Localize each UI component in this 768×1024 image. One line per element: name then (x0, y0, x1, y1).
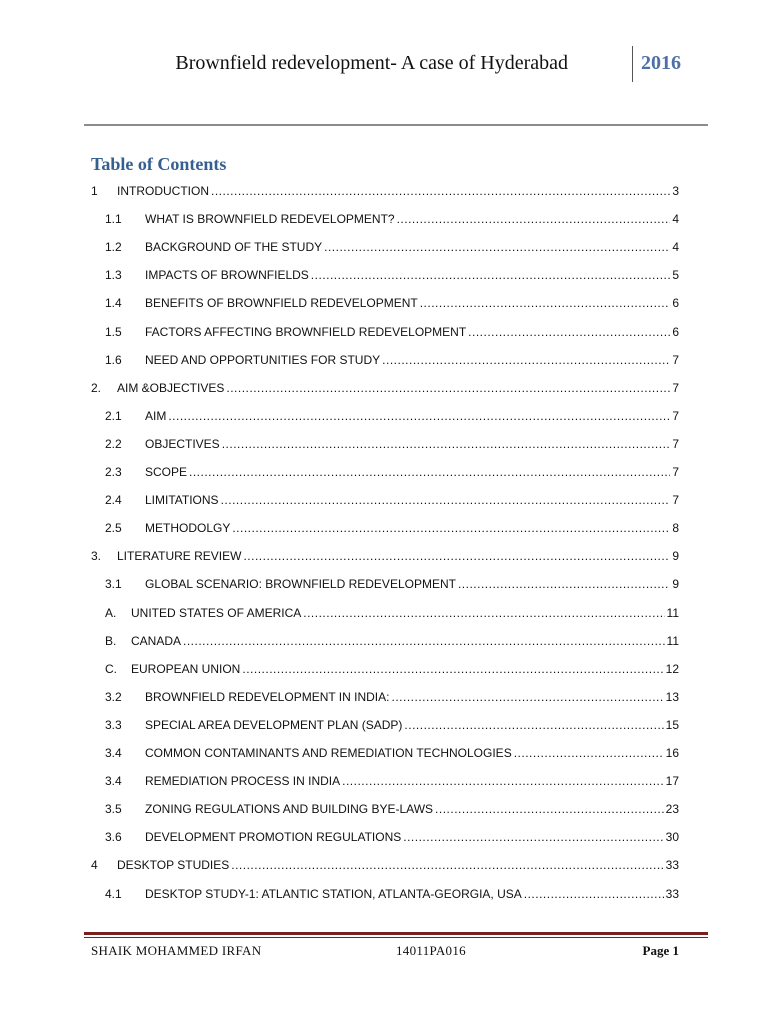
toc-leader-dots (303, 606, 664, 620)
toc-entry[interactable] (91, 431, 679, 451)
toc-entry-number: 3.4 (105, 774, 122, 789)
toc-entry-page: 11 (666, 633, 679, 648)
toc-entry-title: BENEFITS OF BROWNFIELD REDEVELOPMENT (145, 296, 418, 311)
toc-entry[interactable] (91, 319, 679, 339)
toc-entry-page: 33 (665, 858, 679, 873)
toc-leader-dots (211, 184, 670, 198)
toc-leader-dots (397, 212, 671, 226)
page-footer (91, 943, 679, 961)
toc-entry-page: 5 (672, 268, 679, 283)
toc-entry-page: 15 (665, 717, 679, 732)
toc-leader-dots (435, 802, 664, 816)
toc-entry-number: 2.2 (105, 436, 122, 451)
toc-entry[interactable] (91, 543, 679, 563)
toc-entry[interactable] (91, 768, 679, 788)
toc-entry-page: 7 (672, 352, 679, 367)
toc-entry-title: UNITED STATES OF AMERICA (131, 605, 302, 620)
page-header (0, 44, 708, 82)
toc-entry[interactable] (91, 600, 679, 620)
toc-entry-title: DESKTOP STUDIES (117, 858, 230, 873)
toc-leader-dots (514, 746, 664, 760)
toc-leader-dots (468, 325, 670, 339)
toc-entry[interactable] (91, 206, 679, 226)
toc-entry[interactable] (91, 459, 679, 479)
toc-entry-page: 3 (672, 184, 679, 198)
toc-leader-dots (189, 465, 670, 479)
toc-entry-page: 33 (665, 886, 679, 901)
toc-entry-number: C. (105, 661, 117, 676)
toc-entry-title: INTRODUCTION (117, 184, 209, 198)
toc-leader-dots (231, 858, 663, 872)
toc-entry[interactable] (91, 628, 679, 648)
toc-entry-title: COMMON CONTAMINANTS AND REMEDIATION TECHNOLOGIES (145, 746, 512, 760)
toc-entry[interactable] (91, 262, 679, 282)
toc-entry-number: 1.2 (105, 240, 122, 255)
toc-entry[interactable] (91, 347, 679, 367)
toc-entry-title: BROWNFIELD REDEVELOPMENT IN INDIA: (145, 689, 390, 704)
toc-entry-page: 4 (672, 240, 679, 255)
toc-entry-number: 3.3 (105, 717, 122, 732)
header-divider (632, 46, 633, 82)
toc-entry-number: 2.1 (105, 408, 122, 423)
toc-entry-title: SPECIAL AREA DEVELOPMENT PLAN (SADP) (145, 717, 403, 732)
toc-entry[interactable] (91, 740, 679, 760)
document-year: 2016 (641, 52, 681, 74)
toc-leader-dots (382, 353, 670, 367)
toc-entry-title: NEED AND OPPORTUNITIES FOR STUDY (145, 352, 381, 367)
toc-entry-page: 17 (665, 774, 679, 789)
toc-entry-page: 16 (665, 746, 679, 760)
header-rule (84, 124, 708, 126)
toc-entry-page: 7 (672, 408, 679, 423)
toc-entry-title: DESKTOP STUDY-1: ATLANTIC STATION, ATLANTA-GEORGIA, USA (145, 886, 522, 901)
toc-entry-title: GLOBAL SCENARIO: BROWNFIELD REDEVELOPMENT (145, 577, 456, 592)
toc-leader-dots (226, 381, 670, 395)
toc-leader-dots (324, 240, 670, 254)
footer-rule-thin (84, 937, 708, 938)
toc-entry-number: 3.5 (105, 802, 122, 817)
toc-entry-page: 7 (672, 465, 679, 479)
toc-entry[interactable] (91, 712, 679, 732)
toc-entry-page: 7 (672, 380, 679, 395)
footer-rule (84, 932, 708, 935)
toc-leader-dots (391, 690, 663, 704)
toc-entry-number: B. (105, 633, 117, 648)
toc-leader-dots (222, 437, 671, 451)
toc-entry-page: 6 (672, 296, 679, 311)
toc-entry-number: 2.5 (105, 521, 122, 536)
toc-entry-title: AIM (145, 408, 167, 423)
toc-leader-dots (524, 887, 664, 901)
toc-entry[interactable] (91, 178, 679, 198)
toc-entry-number: 4 (91, 858, 98, 873)
toc-entry-number: 1.3 (105, 268, 122, 283)
toc-entry[interactable] (91, 796, 679, 816)
toc-entry-number: 1 (91, 184, 98, 198)
toc-entry-number: 2.3 (105, 465, 122, 479)
footer-id: 14011PA016 (396, 943, 466, 958)
toc-entry-number: 1.6 (105, 352, 122, 367)
toc-entry-title: METHODOLGY (145, 521, 231, 536)
toc-entry-title: DEVELOPMENT PROMOTION REGULATIONS (145, 830, 402, 845)
toc-leader-dots (183, 634, 665, 648)
toc-entry-page: 9 (672, 549, 679, 564)
toc-leader-dots (232, 521, 670, 535)
toc-entry-number: 2.4 (105, 493, 122, 508)
toc-entry-number: 2. (91, 380, 102, 395)
toc-entry-title: LITERATURE REVIEW (117, 549, 242, 564)
toc-entry-number: 1.4 (105, 296, 122, 311)
toc-entry[interactable] (91, 234, 679, 254)
toc-entry-title: IMPACTS OF BROWNFIELDS (145, 268, 309, 283)
toc-entry-page: 7 (672, 493, 679, 508)
toc-entry-page: 30 (665, 830, 679, 845)
toc-entry-number: 1.1 (105, 212, 122, 227)
toc-entry-title: REMEDIATION PROCESS IN INDIA (145, 774, 341, 789)
toc-entry-number: 3.6 (105, 830, 122, 845)
toc-entry[interactable] (91, 375, 679, 395)
toc-entry-page: 11 (666, 605, 679, 620)
toc-leader-dots (242, 662, 663, 676)
toc-entry-number: 3.4 (105, 746, 122, 760)
toc-entry[interactable] (91, 852, 679, 872)
toc-leader-dots (458, 577, 670, 591)
toc-leader-dots (168, 409, 670, 423)
toc-entry-page: 6 (672, 324, 679, 339)
toc-leader-dots (311, 268, 671, 282)
footer-author: SHAIK MOHAMMED IRFAN (91, 943, 262, 958)
toc-entry-title: SCOPE (145, 465, 188, 479)
toc-leader-dots (243, 549, 670, 563)
toc-entry-page: 7 (672, 436, 679, 451)
toc-entry[interactable] (91, 684, 679, 704)
toc-entry-number: 3. (91, 549, 102, 564)
toc-entry-number: 4.1 (105, 886, 122, 901)
toc-entry-title: BACKGROUND OF THE STUDY (145, 240, 323, 255)
toc-entry-title: EUROPEAN UNION (131, 661, 241, 676)
toc-entry-page: 23 (665, 802, 679, 817)
toc-entry[interactable] (91, 824, 679, 844)
toc-leader-dots (403, 830, 663, 844)
toc-entry[interactable] (91, 487, 679, 507)
toc-leader-dots (420, 296, 671, 310)
toc-entry[interactable] (91, 571, 679, 591)
toc-entry[interactable] (91, 656, 679, 676)
footer-page-number: Page 1 (642, 943, 679, 958)
toc-entry-page: 13 (665, 689, 679, 704)
toc-entry-title: OBJECTIVES (145, 436, 220, 451)
toc-entry-number: 3.1 (105, 577, 122, 592)
toc-entry-title: CANADA (131, 633, 182, 648)
toc-entry-page: 8 (672, 521, 679, 536)
toc-entry-page: 9 (672, 577, 679, 592)
toc-entry-title: AIM &OBJECTIVES (117, 380, 225, 395)
toc-entry-title: FACTORS AFFECTING BROWNFIELD REDEVELOPMENT (145, 324, 467, 339)
toc-entry-title: ZONING REGULATIONS AND BUILDING BYE-LAWS (145, 802, 434, 817)
toc-entry-number: 1.5 (105, 324, 122, 339)
toc-entry-number: A. (105, 605, 117, 620)
toc-entry-page: 12 (665, 661, 679, 676)
toc-leader-dots (404, 718, 663, 732)
toc-entry[interactable] (91, 881, 679, 901)
toc-entry-number: 3.2 (105, 689, 122, 704)
toc-heading: Table of Contents (91, 154, 227, 174)
toc-entry-page: 4 (672, 212, 679, 227)
toc-entry-title: WHAT IS BROWNFIELD REDEVELOPMENT? (145, 212, 395, 227)
toc-entry[interactable] (91, 515, 679, 535)
toc-leader-dots (342, 774, 664, 788)
toc-entry[interactable] (91, 290, 679, 310)
toc-entry-title: LIMITATIONS (145, 493, 219, 508)
toc-entry[interactable] (91, 403, 679, 423)
toc-leader-dots (221, 493, 671, 507)
document-title: Brownfield redevelopment- A case of Hyderabad (175, 52, 568, 74)
